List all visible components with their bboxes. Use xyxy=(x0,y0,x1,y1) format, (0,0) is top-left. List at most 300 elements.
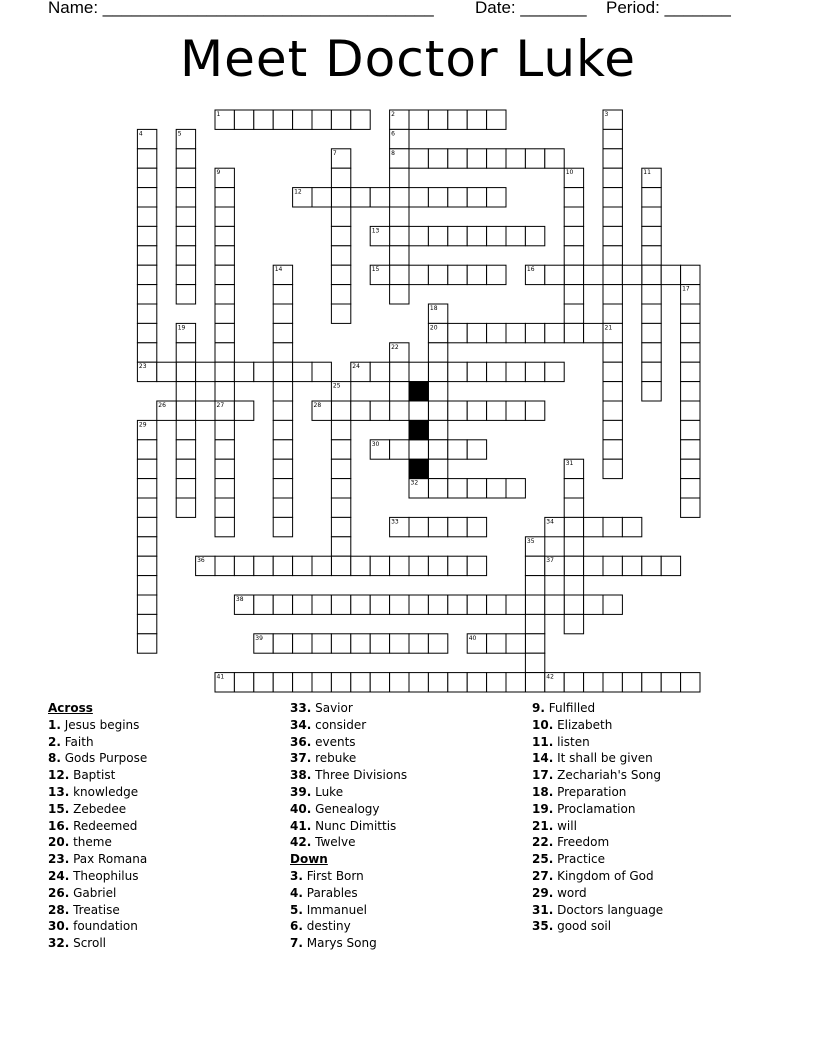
grid-cell[interactable] xyxy=(467,440,486,459)
grid-cell[interactable] xyxy=(506,673,525,692)
grid-cell[interactable] xyxy=(331,459,350,478)
grid-cell[interactable] xyxy=(603,304,622,323)
grid-cell[interactable] xyxy=(390,207,409,226)
grid-cell[interactable] xyxy=(428,188,447,207)
grid-cell[interactable] xyxy=(681,401,700,420)
grid-cell[interactable] xyxy=(137,168,156,187)
grid-cell[interactable] xyxy=(428,420,447,439)
grid-cell[interactable] xyxy=(273,110,292,129)
grid-cell[interactable] xyxy=(293,595,312,614)
grid-cell[interactable] xyxy=(176,246,195,265)
grid-cell[interactable] xyxy=(215,459,234,478)
grid-cell[interactable] xyxy=(273,285,292,304)
period-field[interactable]: Period: _______ xyxy=(606,0,731,17)
grid-cell[interactable] xyxy=(448,362,467,381)
grid-cell[interactable] xyxy=(390,634,409,653)
grid-cell[interactable] xyxy=(428,265,447,284)
grid-cell[interactable] xyxy=(448,556,467,575)
grid-cell[interactable] xyxy=(428,382,447,401)
grid-cell[interactable] xyxy=(642,188,661,207)
grid-cell[interactable] xyxy=(467,188,486,207)
grid-cell[interactable] xyxy=(525,362,544,381)
grid-cell[interactable] xyxy=(351,188,370,207)
grid-cell[interactable] xyxy=(467,517,486,536)
grid-cell[interactable] xyxy=(176,420,195,439)
grid-cell[interactable] xyxy=(506,595,525,614)
grid-cell[interactable] xyxy=(273,401,292,420)
grid-cell[interactable] xyxy=(603,226,622,245)
grid-cell[interactable] xyxy=(234,673,253,692)
grid-cell[interactable] xyxy=(176,188,195,207)
grid-cell[interactable] xyxy=(564,285,583,304)
grid-cell[interactable] xyxy=(390,188,409,207)
grid-cell[interactable] xyxy=(681,265,700,284)
grid-cell[interactable] xyxy=(215,440,234,459)
grid-cell[interactable] xyxy=(545,149,564,168)
grid-cell[interactable] xyxy=(681,479,700,498)
grid-cell[interactable] xyxy=(215,498,234,517)
grid-cell[interactable] xyxy=(331,246,350,265)
grid-cell[interactable] xyxy=(448,517,467,536)
grid-cell[interactable] xyxy=(506,149,525,168)
grid-cell[interactable] xyxy=(273,459,292,478)
grid-cell[interactable] xyxy=(661,673,680,692)
grid-cell[interactable] xyxy=(448,323,467,342)
grid-cell[interactable] xyxy=(254,556,273,575)
grid-cell[interactable] xyxy=(681,459,700,478)
grid-cell[interactable] xyxy=(603,362,622,381)
grid-cell[interactable] xyxy=(409,110,428,129)
grid-cell[interactable] xyxy=(603,343,622,362)
grid-cell[interactable] xyxy=(467,149,486,168)
grid-cell[interactable] xyxy=(293,634,312,653)
grid-cell[interactable] xyxy=(137,207,156,226)
grid-cell[interactable] xyxy=(681,440,700,459)
grid-cell[interactable] xyxy=(215,323,234,342)
grid-cell[interactable] xyxy=(661,265,680,284)
grid-cell[interactable] xyxy=(312,556,331,575)
grid-cell[interactable] xyxy=(137,634,156,653)
grid-cell[interactable] xyxy=(273,440,292,459)
grid-cell[interactable] xyxy=(603,168,622,187)
date-field[interactable]: Date: _______ xyxy=(475,0,587,17)
grid-cell[interactable] xyxy=(506,634,525,653)
grid-cell[interactable] xyxy=(681,323,700,342)
grid-cell[interactable] xyxy=(681,362,700,381)
grid-cell[interactable] xyxy=(390,595,409,614)
grid-cell[interactable] xyxy=(215,362,234,381)
grid-cell[interactable] xyxy=(196,362,215,381)
grid-cell[interactable] xyxy=(273,556,292,575)
grid-cell[interactable] xyxy=(584,595,603,614)
grid-cell[interactable] xyxy=(215,556,234,575)
grid-cell[interactable] xyxy=(545,323,564,342)
grid-cell[interactable] xyxy=(564,304,583,323)
grid-cell[interactable] xyxy=(351,556,370,575)
grid-cell[interactable] xyxy=(428,226,447,245)
grid-cell[interactable] xyxy=(370,595,389,614)
grid-cell[interactable] xyxy=(215,265,234,284)
grid-cell[interactable] xyxy=(331,207,350,226)
grid-cell[interactable] xyxy=(370,556,389,575)
grid-cell[interactable] xyxy=(273,673,292,692)
grid-cell[interactable] xyxy=(215,343,234,362)
grid-cell[interactable] xyxy=(137,576,156,595)
grid-cell[interactable] xyxy=(525,576,544,595)
grid-cell[interactable] xyxy=(428,362,447,381)
grid-cell[interactable] xyxy=(467,265,486,284)
grid-cell[interactable] xyxy=(642,343,661,362)
grid-cell[interactable] xyxy=(273,517,292,536)
grid-cell[interactable] xyxy=(137,595,156,614)
grid-cell[interactable] xyxy=(409,673,428,692)
grid-cell[interactable] xyxy=(564,226,583,245)
grid-cell[interactable] xyxy=(137,285,156,304)
grid-cell[interactable] xyxy=(642,382,661,401)
grid-cell[interactable] xyxy=(525,149,544,168)
grid-cell[interactable] xyxy=(254,595,273,614)
grid-cell[interactable] xyxy=(681,498,700,517)
grid-cell[interactable] xyxy=(215,382,234,401)
grid-cell[interactable] xyxy=(428,149,447,168)
grid-cell[interactable] xyxy=(603,265,622,284)
grid-cell[interactable] xyxy=(293,362,312,381)
grid-cell[interactable] xyxy=(487,226,506,245)
grid-cell[interactable] xyxy=(137,343,156,362)
grid-cell[interactable] xyxy=(525,323,544,342)
grid-cell[interactable] xyxy=(331,595,350,614)
grid-cell[interactable] xyxy=(137,537,156,556)
grid-cell[interactable] xyxy=(390,265,409,284)
grid-cell[interactable] xyxy=(370,401,389,420)
grid-cell[interactable] xyxy=(487,673,506,692)
grid-cell[interactable] xyxy=(622,673,641,692)
grid-cell[interactable] xyxy=(487,479,506,498)
grid-cell[interactable] xyxy=(603,401,622,420)
grid-cell[interactable] xyxy=(467,110,486,129)
grid-cell[interactable] xyxy=(273,382,292,401)
grid-cell[interactable] xyxy=(176,362,195,381)
grid-cell[interactable] xyxy=(273,304,292,323)
grid-cell[interactable] xyxy=(642,304,661,323)
grid-cell[interactable] xyxy=(176,226,195,245)
grid-cell[interactable] xyxy=(409,362,428,381)
grid-cell[interactable] xyxy=(409,517,428,536)
grid-cell[interactable] xyxy=(215,207,234,226)
grid-cell[interactable] xyxy=(409,401,428,420)
grid-cell[interactable] xyxy=(331,304,350,323)
grid-cell[interactable] xyxy=(603,595,622,614)
grid-cell[interactable] xyxy=(642,556,661,575)
grid-cell[interactable] xyxy=(564,517,583,536)
grid-cell[interactable] xyxy=(428,110,447,129)
grid-cell[interactable] xyxy=(370,362,389,381)
grid-cell[interactable] xyxy=(293,673,312,692)
grid-cell[interactable] xyxy=(215,304,234,323)
grid-cell[interactable] xyxy=(564,265,583,284)
grid-cell[interactable] xyxy=(661,556,680,575)
grid-cell[interactable] xyxy=(448,595,467,614)
grid-cell[interactable] xyxy=(603,207,622,226)
grid-cell[interactable] xyxy=(564,479,583,498)
grid-cell[interactable] xyxy=(137,188,156,207)
grid-cell[interactable] xyxy=(370,188,389,207)
grid-cell[interactable] xyxy=(137,556,156,575)
grid-cell[interactable] xyxy=(467,556,486,575)
grid-cell[interactable] xyxy=(176,459,195,478)
grid-cell[interactable] xyxy=(564,207,583,226)
grid-cell[interactable] xyxy=(331,673,350,692)
grid-cell[interactable] xyxy=(603,556,622,575)
grid-cell[interactable] xyxy=(390,168,409,187)
grid-cell[interactable] xyxy=(525,226,544,245)
grid-cell[interactable] xyxy=(603,246,622,265)
grid-cell[interactable] xyxy=(487,265,506,284)
grid-cell[interactable] xyxy=(564,556,583,575)
grid-cell[interactable] xyxy=(312,634,331,653)
grid-cell[interactable] xyxy=(603,285,622,304)
grid-cell[interactable] xyxy=(564,246,583,265)
grid-cell[interactable] xyxy=(584,556,603,575)
grid-cell[interactable] xyxy=(487,110,506,129)
grid-cell[interactable] xyxy=(642,362,661,381)
grid-cell[interactable] xyxy=(487,595,506,614)
grid-cell[interactable] xyxy=(642,207,661,226)
grid-cell[interactable] xyxy=(331,420,350,439)
grid-cell[interactable] xyxy=(428,595,447,614)
grid-cell[interactable] xyxy=(506,401,525,420)
grid-cell[interactable] xyxy=(293,556,312,575)
grid-cell[interactable] xyxy=(176,207,195,226)
grid-cell[interactable] xyxy=(157,362,176,381)
grid-cell[interactable] xyxy=(525,614,544,633)
grid-cell[interactable] xyxy=(370,673,389,692)
grid-cell[interactable] xyxy=(428,479,447,498)
grid-cell[interactable] xyxy=(234,110,253,129)
grid-cell[interactable] xyxy=(176,479,195,498)
grid-cell[interactable] xyxy=(506,479,525,498)
grid-cell[interactable] xyxy=(622,517,641,536)
grid-cell[interactable] xyxy=(642,285,661,304)
grid-cell[interactable] xyxy=(331,226,350,245)
grid-cell[interactable] xyxy=(254,362,273,381)
grid-cell[interactable] xyxy=(487,634,506,653)
grid-cell[interactable] xyxy=(331,537,350,556)
grid-cell[interactable] xyxy=(603,420,622,439)
grid-cell[interactable] xyxy=(273,420,292,439)
grid-cell[interactable] xyxy=(428,556,447,575)
grid-cell[interactable] xyxy=(137,459,156,478)
grid-cell[interactable] xyxy=(176,401,195,420)
grid-cell[interactable] xyxy=(137,265,156,284)
grid-cell[interactable] xyxy=(196,401,215,420)
grid-cell[interactable] xyxy=(642,265,661,284)
grid-cell[interactable] xyxy=(137,323,156,342)
grid-cell[interactable] xyxy=(564,188,583,207)
grid-cell[interactable] xyxy=(448,440,467,459)
grid-cell[interactable] xyxy=(487,188,506,207)
grid-cell[interactable] xyxy=(603,382,622,401)
grid-cell[interactable] xyxy=(312,110,331,129)
grid-cell[interactable] xyxy=(448,110,467,129)
grid-cell[interactable] xyxy=(351,673,370,692)
grid-cell[interactable] xyxy=(331,517,350,536)
grid-cell[interactable] xyxy=(390,246,409,265)
grid-cell[interactable] xyxy=(370,634,389,653)
grid-cell[interactable] xyxy=(351,595,370,614)
grid-cell[interactable] xyxy=(525,673,544,692)
grid-cell[interactable] xyxy=(525,556,544,575)
grid-cell[interactable] xyxy=(390,362,409,381)
grid-cell[interactable] xyxy=(428,459,447,478)
grid-cell[interactable] xyxy=(390,226,409,245)
grid-cell[interactable] xyxy=(506,226,525,245)
grid-cell[interactable] xyxy=(564,323,583,342)
grid-cell[interactable] xyxy=(390,673,409,692)
grid-cell[interactable] xyxy=(273,498,292,517)
grid-cell[interactable] xyxy=(331,110,350,129)
grid-cell[interactable] xyxy=(273,595,292,614)
grid-cell[interactable] xyxy=(390,440,409,459)
grid-cell[interactable] xyxy=(681,382,700,401)
grid-cell[interactable] xyxy=(642,246,661,265)
grid-cell[interactable] xyxy=(603,440,622,459)
grid-cell[interactable] xyxy=(622,556,641,575)
grid-cell[interactable] xyxy=(293,110,312,129)
grid-cell[interactable] xyxy=(428,401,447,420)
grid-cell[interactable] xyxy=(564,537,583,556)
grid-cell[interactable] xyxy=(409,440,428,459)
grid-cell[interactable] xyxy=(273,323,292,342)
grid-cell[interactable] xyxy=(681,673,700,692)
grid-cell[interactable] xyxy=(331,168,350,187)
grid-cell[interactable] xyxy=(409,556,428,575)
grid-cell[interactable] xyxy=(525,595,544,614)
grid-cell[interactable] xyxy=(254,110,273,129)
grid-cell[interactable] xyxy=(176,168,195,187)
grid-cell[interactable] xyxy=(234,556,253,575)
grid-cell[interactable] xyxy=(137,498,156,517)
grid-cell[interactable] xyxy=(390,556,409,575)
grid-cell[interactable] xyxy=(448,149,467,168)
grid-cell[interactable] xyxy=(331,479,350,498)
grid-cell[interactable] xyxy=(506,362,525,381)
grid-cell[interactable] xyxy=(584,323,603,342)
grid-cell[interactable] xyxy=(448,401,467,420)
grid-cell[interactable] xyxy=(273,362,292,381)
grid-cell[interactable] xyxy=(467,226,486,245)
grid-cell[interactable] xyxy=(603,459,622,478)
grid-cell[interactable] xyxy=(137,304,156,323)
grid-cell[interactable] xyxy=(409,188,428,207)
grid-cell[interactable] xyxy=(273,343,292,362)
grid-cell[interactable] xyxy=(487,323,506,342)
grid-cell[interactable] xyxy=(448,226,467,245)
grid-cell[interactable] xyxy=(331,188,350,207)
grid-cell[interactable] xyxy=(215,246,234,265)
grid-cell[interactable] xyxy=(176,382,195,401)
grid-cell[interactable] xyxy=(215,420,234,439)
grid-cell[interactable] xyxy=(176,498,195,517)
grid-cell[interactable] xyxy=(525,401,544,420)
grid-cell[interactable] xyxy=(215,226,234,245)
grid-cell[interactable] xyxy=(390,285,409,304)
grid-cell[interactable] xyxy=(137,614,156,633)
grid-cell[interactable] xyxy=(564,614,583,633)
grid-cell[interactable] xyxy=(603,673,622,692)
grid-cell[interactable] xyxy=(681,343,700,362)
grid-cell[interactable] xyxy=(603,517,622,536)
name-field[interactable]: Name: ___________________________________ xyxy=(48,0,434,17)
grid-cell[interactable] xyxy=(215,517,234,536)
grid-cell[interactable] xyxy=(564,673,583,692)
grid-cell[interactable] xyxy=(176,149,195,168)
grid-cell[interactable] xyxy=(642,323,661,342)
grid-cell[interactable] xyxy=(215,188,234,207)
grid-cell[interactable] xyxy=(176,265,195,284)
grid-cell[interactable] xyxy=(312,362,331,381)
grid-cell[interactable] xyxy=(331,498,350,517)
grid-cell[interactable] xyxy=(254,673,273,692)
grid-cell[interactable] xyxy=(428,673,447,692)
grid-cell[interactable] xyxy=(351,401,370,420)
grid-cell[interactable] xyxy=(351,110,370,129)
grid-cell[interactable] xyxy=(642,673,661,692)
grid-cell[interactable] xyxy=(487,401,506,420)
grid-cell[interactable] xyxy=(467,595,486,614)
grid-cell[interactable] xyxy=(467,362,486,381)
grid-cell[interactable] xyxy=(409,226,428,245)
grid-cell[interactable] xyxy=(448,673,467,692)
grid-cell[interactable] xyxy=(448,265,467,284)
grid-cell[interactable] xyxy=(681,304,700,323)
grid-cell[interactable] xyxy=(137,517,156,536)
grid-cell[interactable] xyxy=(448,188,467,207)
grid-cell[interactable] xyxy=(137,149,156,168)
grid-cell[interactable] xyxy=(467,401,486,420)
grid-cell[interactable] xyxy=(215,479,234,498)
grid-cell[interactable] xyxy=(487,149,506,168)
grid-cell[interactable] xyxy=(312,188,331,207)
grid-cell[interactable] xyxy=(176,285,195,304)
grid-cell[interactable] xyxy=(137,440,156,459)
grid-cell[interactable] xyxy=(273,634,292,653)
grid-cell[interactable] xyxy=(234,362,253,381)
grid-cell[interactable] xyxy=(428,343,447,362)
grid-cell[interactable] xyxy=(545,362,564,381)
grid-cell[interactable] xyxy=(564,576,583,595)
grid-cell[interactable] xyxy=(390,401,409,420)
grid-cell[interactable] xyxy=(215,285,234,304)
grid-cell[interactable] xyxy=(331,285,350,304)
grid-cell[interactable] xyxy=(428,440,447,459)
grid-cell[interactable] xyxy=(409,149,428,168)
grid-cell[interactable] xyxy=(584,265,603,284)
grid-cell[interactable] xyxy=(564,498,583,517)
grid-cell[interactable] xyxy=(584,673,603,692)
grid-cell[interactable] xyxy=(312,595,331,614)
grid-cell[interactable] xyxy=(137,246,156,265)
grid-cell[interactable] xyxy=(331,265,350,284)
grid-cell[interactable] xyxy=(584,517,603,536)
grid-cell[interactable] xyxy=(331,440,350,459)
grid-cell[interactable] xyxy=(409,265,428,284)
grid-cell[interactable] xyxy=(564,595,583,614)
grid-cell[interactable] xyxy=(428,517,447,536)
grid-cell[interactable] xyxy=(525,634,544,653)
grid-cell[interactable] xyxy=(467,673,486,692)
grid-cell[interactable] xyxy=(312,673,331,692)
